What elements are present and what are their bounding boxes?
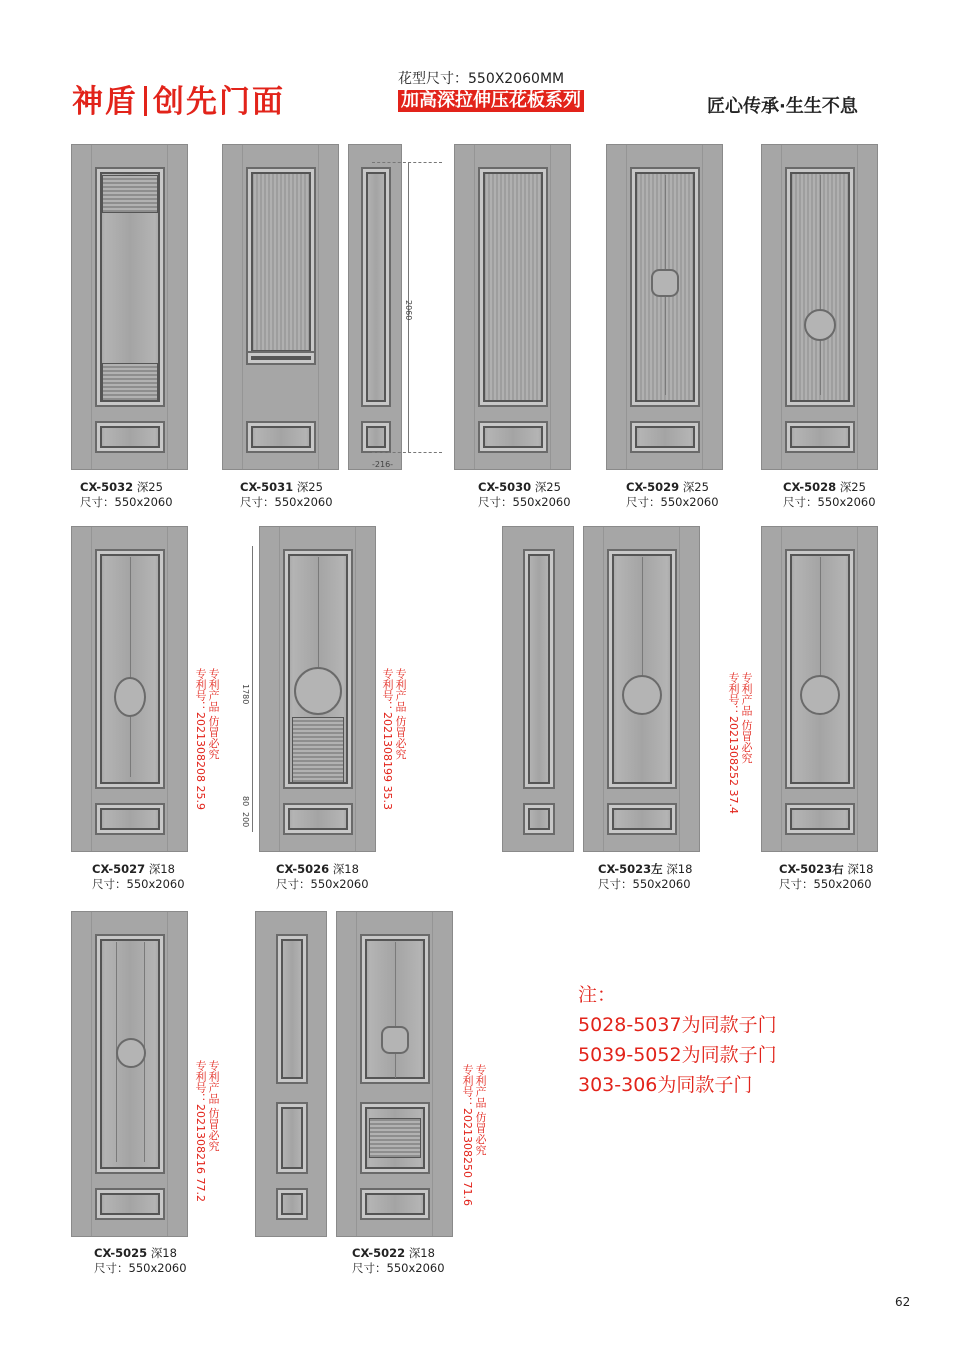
dim-height-2060: 2060 (404, 300, 413, 321)
door-lattice (292, 717, 344, 783)
door-cx-5028 (761, 144, 878, 470)
door-side-panel (361, 167, 391, 407)
dim-width-216: -216- (372, 460, 394, 469)
door-bottom-panel (95, 421, 165, 453)
door-wave-pattern (369, 1118, 421, 1158)
door-cx-5023-left-side (502, 526, 574, 852)
ornament-knot (381, 1026, 409, 1054)
series-title: 加高深拉伸压花板系列 (398, 90, 584, 112)
door-bottom-panel (785, 803, 855, 835)
door-bottom-panel (360, 1188, 430, 1220)
brand-logo (72, 76, 285, 121)
door-cx-5025 (71, 911, 188, 1237)
label-cx-5032: CX-5032 深25 尺寸：550x2060 (80, 480, 173, 509)
dim-80: 80 (241, 796, 250, 807)
note-line-2: 5039-5052为同款子门 (578, 1044, 777, 1066)
door-lower-groove (102, 363, 158, 401)
door-cx-5022-side (255, 911, 327, 1237)
label-cx-5022: CX-5022 深18 尺寸：550x2060 (352, 1246, 445, 1275)
brand-divider (144, 86, 147, 116)
note-line-1: 5028-5037为同款子门 (578, 1014, 777, 1036)
patent-5023: 专利产品 仿冒必究 专利号：2021308252 37.4 (727, 672, 753, 814)
dim-top-line (372, 162, 442, 163)
door-main-panel (478, 167, 548, 407)
label-cx-5027: CX-5027 深18 尺寸：550x2060 (92, 862, 185, 891)
dim-bottom-line (372, 452, 442, 453)
door-bottom-panel (246, 421, 316, 453)
spec-line: 花型尺寸：550X2060MM (398, 71, 565, 87)
label-cx-5031: CX-5031 深25 尺寸：550x2060 (240, 480, 333, 509)
door-cx-5030 (454, 144, 571, 470)
door-cx-5032 (71, 144, 188, 470)
ornament-circle (294, 667, 342, 715)
door-cx-5023-right (761, 526, 878, 852)
door-mid-rail (246, 351, 316, 365)
label-cx-5030: CX-5030 深25 尺寸：550x2060 (478, 480, 571, 509)
ornament-flower (114, 677, 146, 717)
door-cx-5029 (606, 144, 723, 470)
door-cx-5031-side (348, 144, 402, 470)
door-bottom-panel (95, 803, 165, 835)
slogan: 匠心传承·生生不息 (707, 96, 858, 117)
door-side-panel (523, 549, 555, 789)
door-bottom-panel (95, 1188, 165, 1220)
door-side-upper (276, 934, 308, 1084)
ornament-hex (651, 269, 679, 297)
dim-1780: 1780 (241, 684, 250, 705)
door-cx-5022 (336, 911, 453, 1237)
door-upper-groove (102, 175, 158, 213)
door-cx-5027 (71, 526, 188, 852)
door-bottom-panel (607, 803, 677, 835)
patent-5022: 专利产品 仿冒必究 专利号：2021308250 71.6 (461, 1064, 487, 1206)
ornament-geometric (116, 1038, 146, 1068)
note-title: 注： (578, 984, 617, 1006)
door-main-panel (246, 167, 316, 357)
ornament-deer (622, 675, 662, 715)
door-bottom-panel (283, 803, 353, 835)
label-cx-5023-right: CX-5023右 深18 尺寸：550x2060 (779, 862, 874, 891)
patent-5027: 专利产品 仿冒必究 专利号：2021308208 25.9 (194, 668, 220, 810)
dim-200: 200 (241, 812, 250, 828)
door-side-lower (276, 1102, 308, 1174)
door-side-bottom (523, 803, 555, 835)
patent-5026: 专利产品 仿冒必究 专利号：2021308199 35.3 (381, 668, 407, 810)
patent-5025: 专利产品 仿冒必究 专利号：2021308216 77.2 (194, 1060, 220, 1202)
dim-5026-line (252, 546, 253, 832)
ornament-round (804, 309, 836, 341)
brand-left: 神盾 (72, 84, 138, 120)
label-cx-5025: CX-5025 深18 尺寸：550x2060 (94, 1246, 187, 1275)
door-cx-5026 (259, 526, 376, 852)
door-side-bottom (276, 1188, 308, 1220)
page-number: 62 (895, 1295, 911, 1309)
label-cx-5029: CX-5029 深25 尺寸：550x2060 (626, 480, 719, 509)
door-bottom-panel (478, 421, 548, 453)
label-cx-5023-left: CX-5023左 深18 尺寸：550x2060 (598, 862, 693, 891)
label-cx-5026: CX-5026 深18 尺寸：550x2060 (276, 862, 369, 891)
note-line-3: 303-306为同款子门 (578, 1074, 753, 1096)
door-side-bottom (361, 421, 391, 453)
label-cx-5028: CX-5028 深25 尺寸：550x2060 (783, 480, 876, 509)
brand-right: 创先门面 (153, 84, 285, 120)
door-bottom-panel (785, 421, 855, 453)
door-cx-5023-left (583, 526, 700, 852)
door-cx-5031 (222, 144, 339, 470)
ornament-deer (800, 675, 840, 715)
door-bottom-panel (630, 421, 700, 453)
